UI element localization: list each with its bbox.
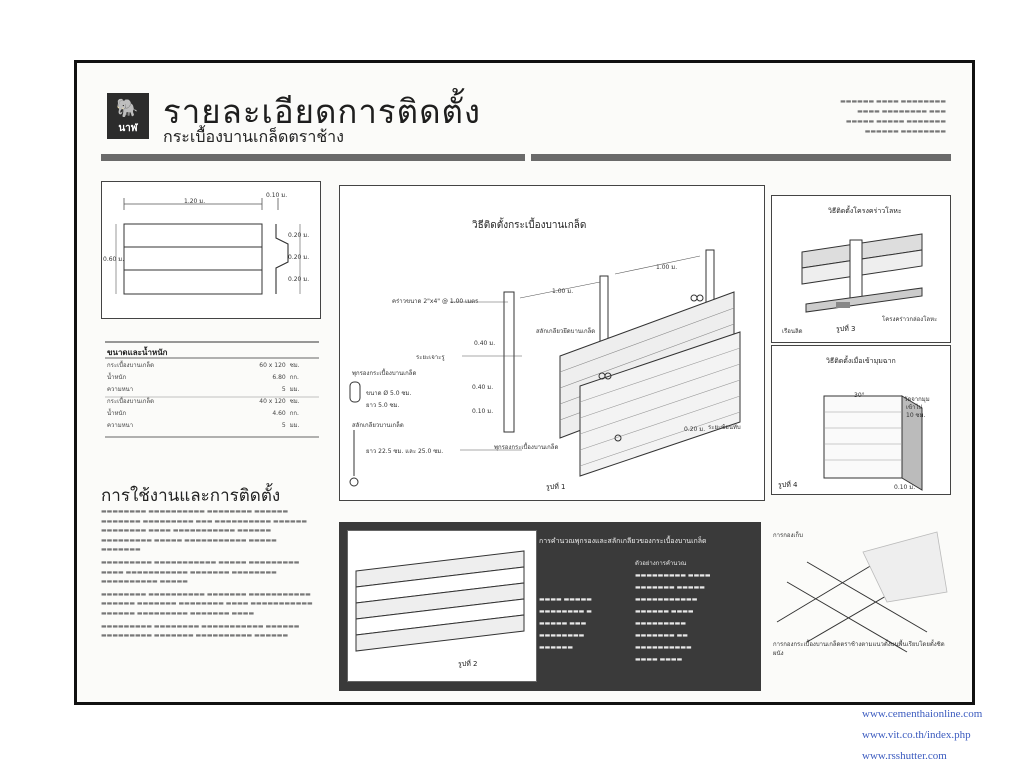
fig1-label: พุกรองกระเบื้องบานเกล็ด (494, 444, 559, 451)
fig3-title: วิธีติดตั้งโครงคร่าวโลหะ (828, 207, 902, 215)
calc-steps-left: ▬▬▬▬ ▬▬▬▬▬ ▬▬▬▬▬▬▬▬ ▬ ▬▬▬▬▬ ▬▬▬ ▬▬▬▬▬▬▬▬ ▬▬▬▬▬▬ (539, 596, 592, 651)
url-link[interactable]: www.rsshutter.com (862, 750, 947, 762)
metal-frame-diagram (771, 195, 951, 343)
fig1-label: 0.10 ม. (472, 408, 494, 415)
width-label: 1.20 ม. (184, 198, 206, 205)
row-label: 0.20 ม. (288, 276, 310, 283)
storage-caption: การกองกระเบื้องบานเกล็ดตราช้างตามแนวตั้งบนพื้นเรียบโดยตั้งชิดผนัง (773, 641, 945, 657)
spec-label: น้ำหนัก (107, 410, 127, 417)
spec-value: 5 (281, 385, 286, 393)
spec-unit: กก. (289, 374, 299, 381)
fig1-label: ยาว 22.5 ซม. และ 25.0 ซม. (366, 448, 444, 455)
overlap-label: 0.10 ม. (266, 192, 288, 199)
usage-heading: การใช้งานและการติดตั้ง (101, 486, 281, 506)
fig3-label: เรือนลิด (782, 328, 803, 335)
fig4-caption: รูปที่ 4 (778, 481, 798, 489)
fig2-diagram (347, 530, 537, 682)
fig1-label: 0.40 ม. (474, 340, 496, 347)
spec-label: กระเบื้องบานเกล็ด (107, 362, 155, 369)
spec-value: 40 x 120 (259, 397, 286, 405)
logo-text: นาฬ (118, 123, 138, 134)
spec-label: ความหนา (107, 386, 134, 393)
fig4-title: วิธีติดตั้งเมื่อเข้ามุมฉาก (826, 357, 896, 365)
elephant-logo (107, 93, 149, 139)
header-fine-print: ▬▬▬▬▬▬ ▬▬▬▬ ▬▬▬▬▬▬▬▬ ▬▬▬▬ ▬▬▬▬▬▬▬▬ ▬▬▬ ▬▬▬▬▬ ▬▬▬▬▬ ▬▬▬▬▬▬▬ ▬▬▬▬▬▬ ▬▬▬▬▬▬▬▬ (840, 98, 946, 135)
spec-unit: ซม. (289, 362, 300, 369)
fig4-label: เข้าไป (906, 404, 923, 411)
height-label: 0.60 ม. (103, 256, 125, 263)
fig3-label: โครงคร่าวกล่องโลหะ (882, 316, 938, 323)
document-sheet (74, 60, 975, 705)
spec-label: กระเบื้องบานเกล็ด (107, 398, 155, 405)
fig4-label: วัดจากมุม (904, 396, 930, 403)
page-subtitle: กระเบื้องบานเกล็ดตราช้าง (163, 127, 344, 146)
calc-title: การคำนวณพุกรองและสลักเกลียวของกระเบื้องบานเกล็ด (539, 537, 707, 545)
fig4-label: 10 ซม. (906, 412, 926, 419)
fig1-label: ยาว 5.0 ซม. (366, 402, 400, 409)
spec-unit: ซม. (289, 398, 300, 405)
fig1-label: 1.00 ม. (656, 264, 678, 271)
dimension-diagram (101, 181, 321, 319)
spec-value: 6.80 (272, 373, 286, 381)
fig1-caption: รูปที่ 1 (546, 483, 566, 491)
row-label: 0.20 ม. (288, 254, 310, 261)
storage-diagram (767, 522, 953, 664)
fig1-label: 0.20 ม. (684, 426, 706, 433)
fig1-title: วิธีติดตั้งกระเบื้องบานเกล็ด (472, 220, 587, 231)
calculation-panel (339, 522, 761, 691)
fig1-label: ระยะซ้อนทับ (708, 424, 741, 431)
spec-unit: มม. (289, 386, 300, 393)
fig1-label: 0.40 ม. (472, 384, 494, 391)
url-link[interactable]: www.cementhaionline.com (862, 708, 983, 720)
spec-value: 5 (281, 421, 286, 429)
header-divider-right (531, 154, 951, 161)
calc-steps-right: ▬▬▬▬▬▬▬▬▬ ▬▬▬▬ ▬▬▬▬▬▬▬ ▬▬▬▬▬ ▬▬▬▬▬▬▬▬▬▬▬ ▬▬▬▬▬▬ ▬▬▬▬ ▬▬▬▬▬▬▬▬▬ ▬▬▬▬▬▬▬ ▬▬ ▬▬▬▬▬▬▬▬▬▬ ▬▬▬▬ ▬▬▬▬ (635, 572, 711, 663)
fig1-label: ขนาด Ø 5.0 ซม. (366, 390, 412, 397)
url-link[interactable]: www.vit.co.th/index.php (862, 729, 971, 741)
fig3-caption: รูปที่ 3 (836, 325, 856, 333)
page-title: รายละเอียดการติดตั้ง (163, 92, 482, 131)
spec-unit: มม. (289, 422, 300, 429)
fig2-caption: รูปที่ 2 (458, 660, 478, 668)
fig4-dim: 0.10 ม. (894, 484, 916, 491)
spec-label: น้ำหนัก (107, 374, 127, 381)
installation-diagram (339, 185, 765, 501)
row-label: 0.20 ม. (288, 232, 310, 239)
fig1-label: คร่าวขนาด 2"x4" @ 1.00 เมตร (392, 298, 479, 305)
storage-title: การกองเก็บ (773, 532, 803, 539)
spec-label: ความหนา (107, 422, 134, 429)
spec-value: 60 x 120 (259, 361, 286, 369)
fig1-label: พุกรองกระเบื้องบานเกล็ด (352, 370, 417, 377)
spec-table-rules (105, 341, 321, 471)
fig1-label: สลักเกลียวยึดบานเกล็ด (536, 328, 596, 335)
usage-paragraphs: ▬▬▬▬▬▬▬▬ ▬▬▬▬▬▬▬▬▬▬ ▬▬▬▬▬▬▬▬ ▬▬▬▬▬▬ ▬▬▬▬▬▬▬ ▬▬▬▬▬▬▬▬▬ ▬▬▬ ▬▬▬▬▬▬▬▬▬▬ ▬▬▬▬▬▬ ▬▬▬▬▬▬▬▬ ▬▬▬▬ ▬▬▬▬▬▬▬▬▬▬▬ ▬▬▬▬▬▬ ▬▬▬▬▬▬▬▬▬ ▬▬▬▬▬ ▬▬▬▬▬▬▬▬▬▬▬ ▬▬▬▬▬ ▬▬▬▬▬▬▬ ▬▬▬▬▬▬▬▬▬ ▬▬▬▬▬▬▬▬▬▬▬ ▬▬▬▬▬ ▬▬▬▬▬▬▬▬▬ ▬▬▬▬ ▬▬▬▬▬▬▬▬▬▬▬ ▬▬▬▬▬▬▬ ▬▬▬▬▬▬▬▬ ▬▬▬▬▬▬▬▬▬▬ ▬▬▬▬▬ ▬▬▬▬▬▬▬▬ ▬▬▬▬▬▬▬▬▬▬ ▬▬▬▬▬▬▬ ▬▬▬▬▬▬▬▬▬▬▬ ▬▬▬▬▬▬ ▬▬▬▬▬▬▬ ▬▬▬▬▬▬▬▬ ▬▬▬▬ ▬▬▬▬▬▬▬▬▬▬▬ ▬▬▬▬▬▬ ▬▬▬▬▬▬▬▬▬ ▬▬▬▬▬▬▬ ▬▬▬▬ ▬▬▬▬▬▬▬▬▬ ▬▬▬▬▬▬▬▬ ▬▬▬▬▬▬▬▬▬▬▬ ▬▬▬▬▬▬ ▬▬▬▬▬▬▬▬▬ ▬▬▬▬▬▬▬ ▬▬▬▬▬▬▬▬▬▬ ▬▬▬▬▬▬ (101, 508, 313, 640)
elephant-icon: 🐘 (116, 98, 139, 119)
fig1-label: ระยะเจาะรู (416, 354, 445, 361)
header-divider-left (101, 154, 525, 161)
fig1-label: สลักเกลียวบานเกล็ด (352, 422, 404, 429)
spec-heading: ขนาดและน้ำหนัก (107, 348, 168, 357)
fig1-label: 1.00 ม. (552, 288, 574, 295)
calc-subtitle: ตัวอย่างการคำนวณ (635, 560, 687, 567)
fig4-angle: 30° (854, 392, 865, 399)
spec-value: 4.60 (272, 409, 286, 417)
spec-unit: กก. (289, 410, 299, 417)
corner-install-diagram (771, 345, 951, 495)
url-list (862, 704, 982, 767)
